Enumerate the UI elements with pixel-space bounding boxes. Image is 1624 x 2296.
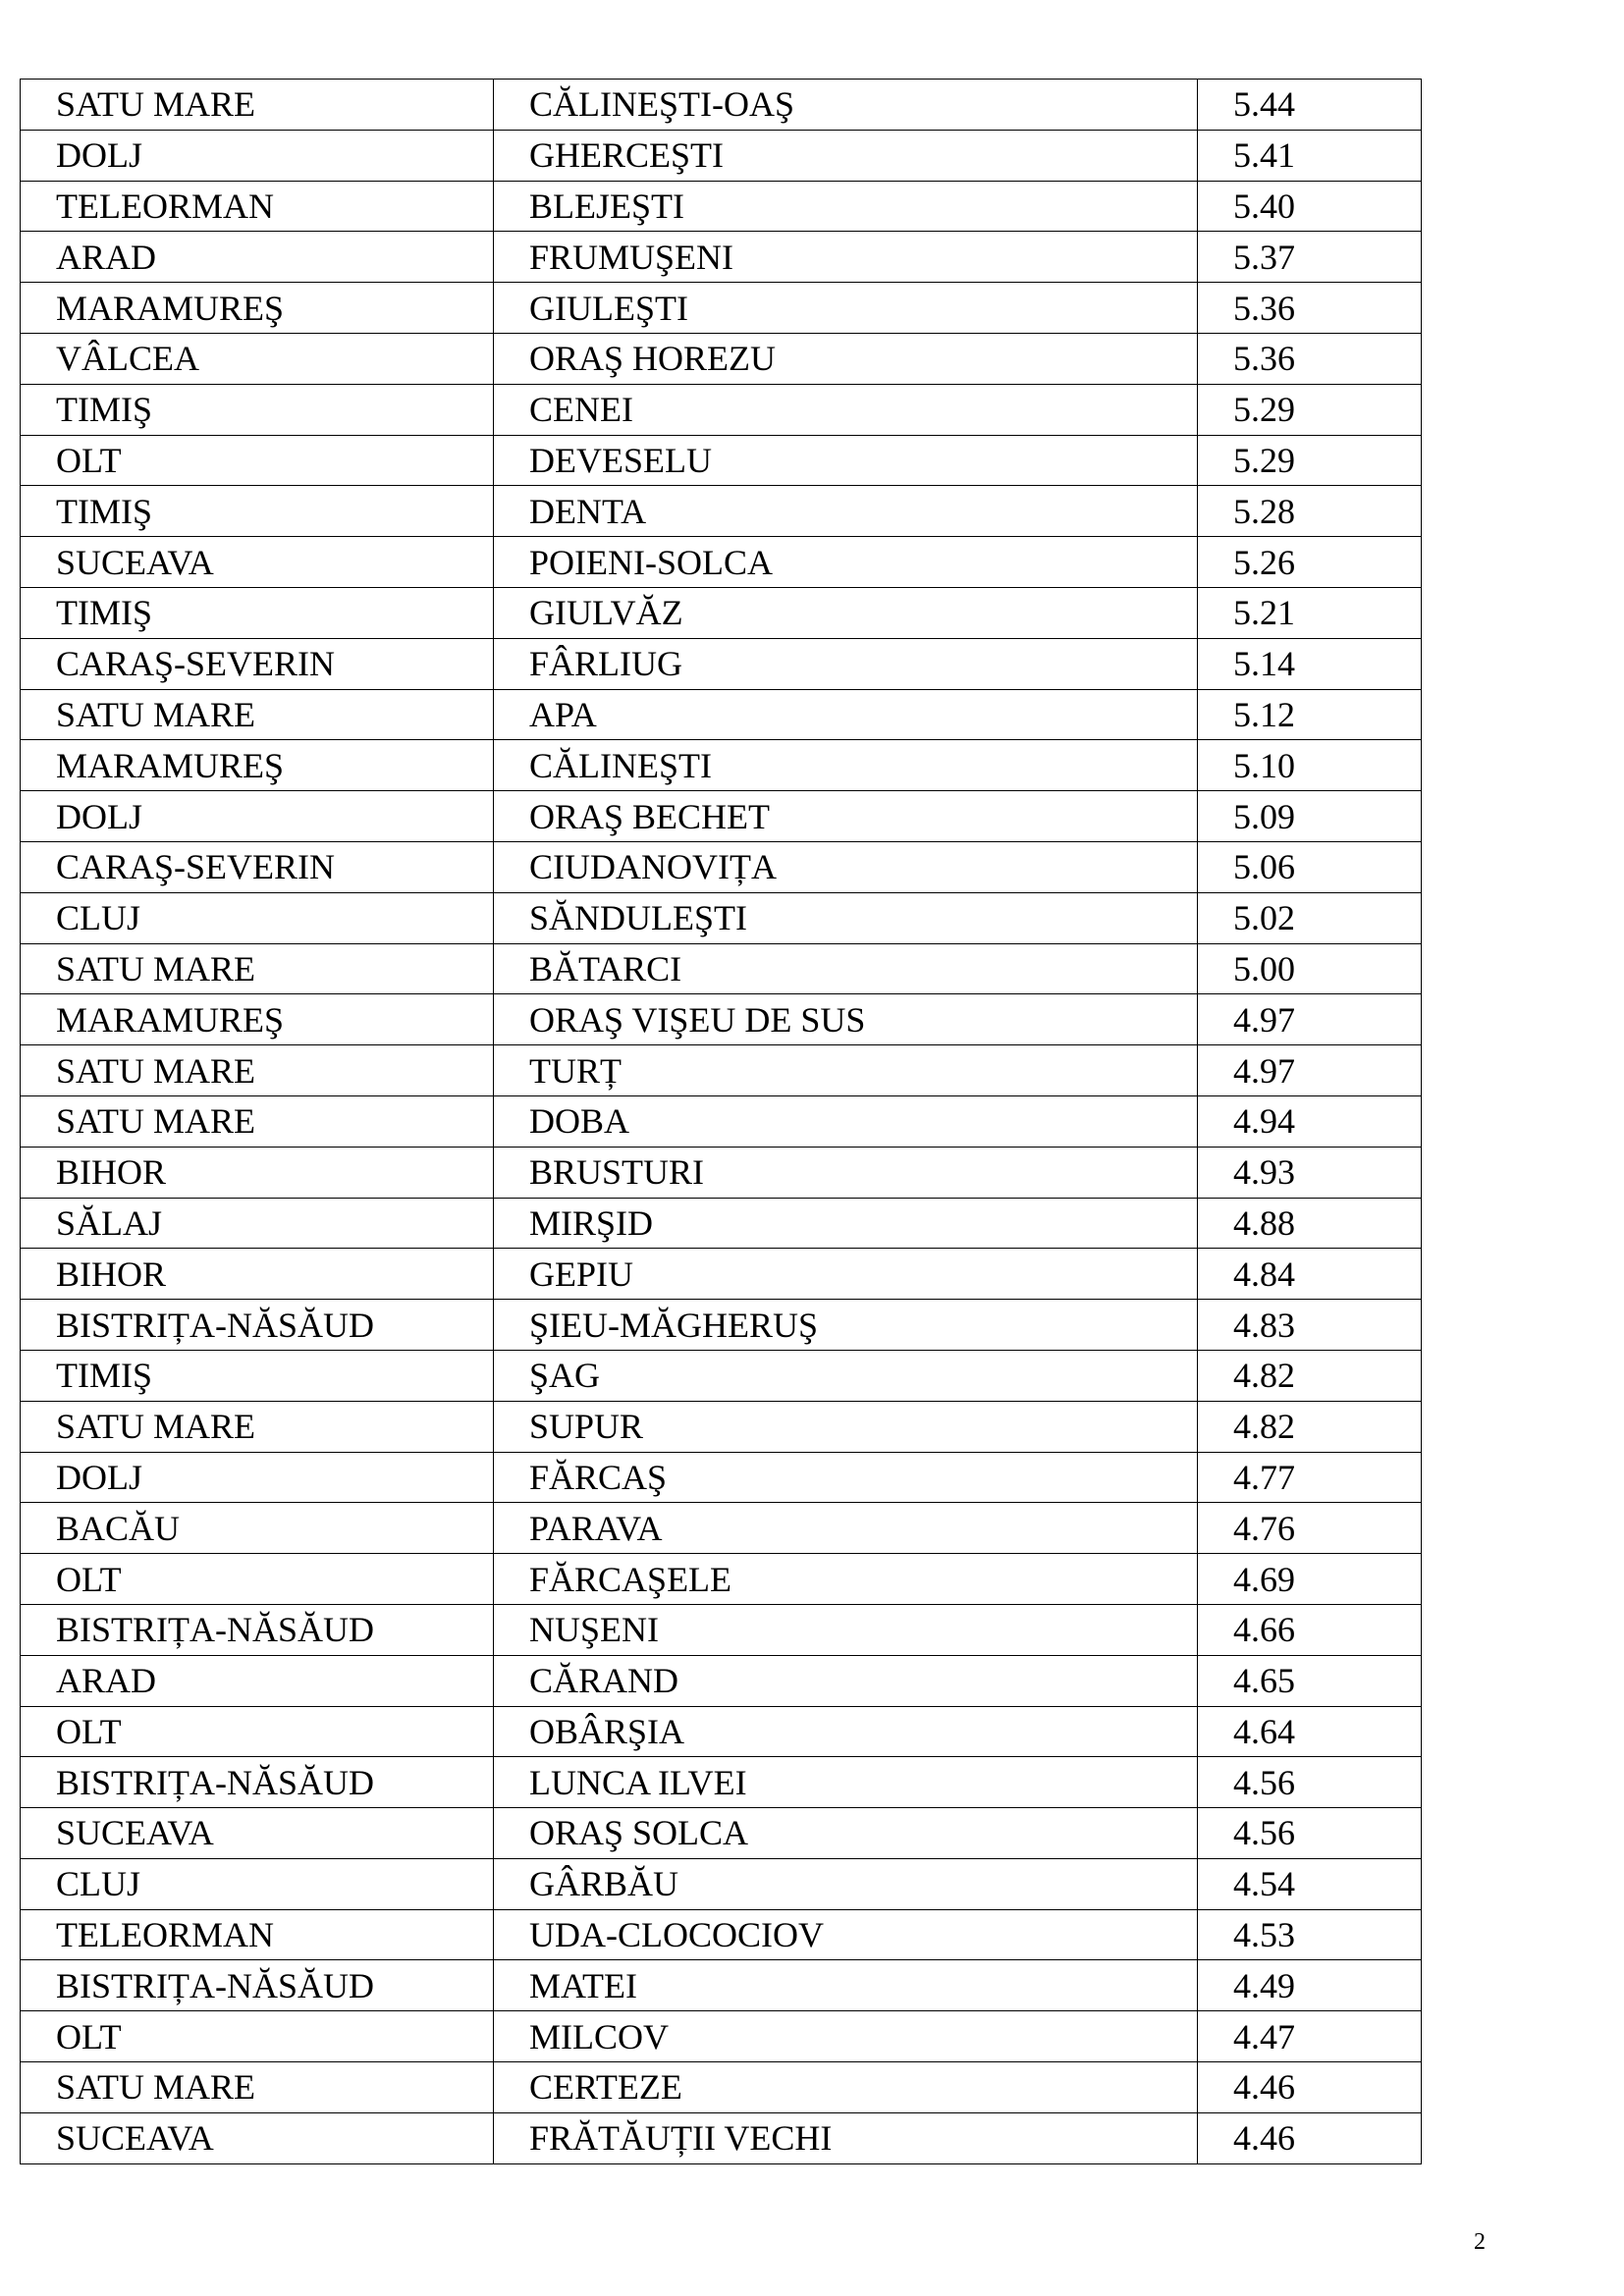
- county-cell: SATU MARE: [21, 1095, 494, 1147]
- county-cell: SUCEAVA: [21, 537, 494, 588]
- table-row: [21, 130, 1422, 181]
- value-cell: 4.97: [1198, 1045, 1422, 1096]
- locality-cell: TURȚ: [494, 1045, 1198, 1096]
- value-cell: 5.28: [1198, 486, 1422, 537]
- table-row: [21, 1757, 1422, 1808]
- table-row: [21, 1045, 1422, 1096]
- county-cell: TELEORMAN: [21, 1909, 494, 1960]
- table-row: [21, 1554, 1422, 1605]
- table-row: [21, 1095, 1422, 1147]
- county-cell: TIMIŞ: [21, 384, 494, 435]
- locality-cell: OBÂRŞIA: [494, 1706, 1198, 1757]
- table-body: [21, 80, 1422, 2164]
- value-cell: 5.44: [1198, 80, 1422, 131]
- locality-cell: BLEJEŞTI: [494, 181, 1198, 232]
- locality-cell: GIULEŞTI: [494, 283, 1198, 334]
- county-cell: SATU MARE: [21, 689, 494, 740]
- county-cell: VÂLCEA: [21, 333, 494, 384]
- table-row: [21, 1706, 1422, 1757]
- table-row: [21, 1909, 1422, 1960]
- locality-cell: ŞAG: [494, 1350, 1198, 1401]
- locality-cell: BRUSTURI: [494, 1147, 1198, 1198]
- value-cell: 5.06: [1198, 841, 1422, 892]
- value-cell: 4.64: [1198, 1706, 1422, 1757]
- value-cell: 4.56: [1198, 1808, 1422, 1859]
- table-row: [21, 587, 1422, 638]
- locality-cell: GEPIU: [494, 1249, 1198, 1300]
- data-table: [20, 79, 1422, 2164]
- locality-cell: POIENI-SOLCA: [494, 537, 1198, 588]
- county-cell: MARAMUREŞ: [21, 994, 494, 1045]
- county-cell: BISTRIȚA-NĂSĂUD: [21, 1604, 494, 1655]
- locality-cell: ORAŞ HOREZU: [494, 333, 1198, 384]
- value-cell: 4.46: [1198, 2112, 1422, 2163]
- locality-cell: APA: [494, 689, 1198, 740]
- locality-cell: PARAVA: [494, 1503, 1198, 1554]
- locality-cell: CĂLINEŞTI-OAŞ: [494, 80, 1198, 131]
- table-row: [21, 1960, 1422, 2011]
- table-row: [21, 80, 1422, 131]
- locality-cell: CĂRAND: [494, 1655, 1198, 1706]
- county-cell: TELEORMAN: [21, 181, 494, 232]
- county-cell: BISTRIȚA-NĂSĂUD: [21, 1757, 494, 1808]
- table-row: [21, 1401, 1422, 1452]
- value-cell: 4.76: [1198, 1503, 1422, 1554]
- table-row: [21, 1503, 1422, 1554]
- locality-cell: SĂNDULEŞTI: [494, 892, 1198, 943]
- value-cell: 4.49: [1198, 1960, 1422, 2011]
- locality-cell: ORAŞ VIŞEU DE SUS: [494, 994, 1198, 1045]
- county-cell: OLT: [21, 435, 494, 486]
- locality-cell: ŞIEU-MĂGHERUŞ: [494, 1300, 1198, 1351]
- county-cell: SATU MARE: [21, 1045, 494, 1096]
- locality-cell: SUPUR: [494, 1401, 1198, 1452]
- value-cell: 5.29: [1198, 435, 1422, 486]
- locality-cell: FRUMUŞENI: [494, 232, 1198, 283]
- locality-cell: GÂRBĂU: [494, 1858, 1198, 1909]
- table-row: [21, 537, 1422, 588]
- table-row: [21, 2062, 1422, 2113]
- value-cell: 4.66: [1198, 1604, 1422, 1655]
- value-cell: 4.94: [1198, 1095, 1422, 1147]
- locality-cell: DEVESELU: [494, 435, 1198, 486]
- county-cell: ARAD: [21, 232, 494, 283]
- value-cell: 5.09: [1198, 791, 1422, 842]
- locality-cell: ORAŞ SOLCA: [494, 1808, 1198, 1859]
- table-row: [21, 740, 1422, 791]
- table-row: [21, 2112, 1422, 2163]
- county-cell: SATU MARE: [21, 943, 494, 994]
- value-cell: 5.00: [1198, 943, 1422, 994]
- county-cell: OLT: [21, 1706, 494, 1757]
- county-cell: TIMIŞ: [21, 587, 494, 638]
- locality-cell: CERTEZE: [494, 2062, 1198, 2113]
- value-cell: 4.46: [1198, 2062, 1422, 2113]
- table-row: [21, 994, 1422, 1045]
- locality-cell: CĂLINEŞTI: [494, 740, 1198, 791]
- locality-cell: DOBA: [494, 1095, 1198, 1147]
- locality-cell: LUNCA ILVEI: [494, 1757, 1198, 1808]
- county-cell: MARAMUREŞ: [21, 283, 494, 334]
- value-cell: 4.54: [1198, 1858, 1422, 1909]
- table-row: [21, 1604, 1422, 1655]
- table-row: [21, 1300, 1422, 1351]
- value-cell: 4.69: [1198, 1554, 1422, 1605]
- table-row: [21, 1350, 1422, 1401]
- locality-cell: FRĂTĂUȚII VECHI: [494, 2112, 1198, 2163]
- value-cell: 5.37: [1198, 232, 1422, 283]
- value-cell: 4.84: [1198, 1249, 1422, 1300]
- county-cell: SATU MARE: [21, 2062, 494, 2113]
- value-cell: 4.93: [1198, 1147, 1422, 1198]
- value-cell: 5.12: [1198, 689, 1422, 740]
- county-cell: CLUJ: [21, 1858, 494, 1909]
- value-cell: 4.56: [1198, 1757, 1422, 1808]
- locality-cell: FĂRCAŞ: [494, 1452, 1198, 1503]
- county-cell: TIMIŞ: [21, 486, 494, 537]
- county-cell: CARAŞ-SEVERIN: [21, 841, 494, 892]
- table-row: [21, 1858, 1422, 1909]
- table-row: [21, 638, 1422, 689]
- table-row: [21, 791, 1422, 842]
- table-row: [21, 1655, 1422, 1706]
- locality-cell: ORAŞ BECHET: [494, 791, 1198, 842]
- county-cell: ARAD: [21, 1655, 494, 1706]
- table-row: [21, 1147, 1422, 1198]
- county-cell: SATU MARE: [21, 80, 494, 131]
- table-row: [21, 1808, 1422, 1859]
- value-cell: 5.26: [1198, 537, 1422, 588]
- table-row: [21, 841, 1422, 892]
- value-cell: 4.77: [1198, 1452, 1422, 1503]
- value-cell: 5.40: [1198, 181, 1422, 232]
- county-cell: BACĂU: [21, 1503, 494, 1554]
- table-row: [21, 1198, 1422, 1249]
- value-cell: 4.83: [1198, 1300, 1422, 1351]
- county-cell: DOLJ: [21, 1452, 494, 1503]
- county-cell: CARAŞ-SEVERIN: [21, 638, 494, 689]
- locality-cell: BĂTARCI: [494, 943, 1198, 994]
- table-row: [21, 1452, 1422, 1503]
- locality-cell: UDA-CLOCOCIOV: [494, 1909, 1198, 1960]
- locality-cell: GIULVĂZ: [494, 587, 1198, 638]
- county-cell: DOLJ: [21, 791, 494, 842]
- page-number: 2: [1474, 2229, 1486, 2255]
- table-row: [21, 943, 1422, 994]
- table-row: [21, 333, 1422, 384]
- county-cell: DOLJ: [21, 130, 494, 181]
- county-cell: BISTRIȚA-NĂSĂUD: [21, 1300, 494, 1351]
- county-cell: SUCEAVA: [21, 2112, 494, 2163]
- table-row: [21, 2011, 1422, 2062]
- locality-cell: DENTA: [494, 486, 1198, 537]
- county-cell: SUCEAVA: [21, 1808, 494, 1859]
- locality-cell: MATEI: [494, 1960, 1198, 2011]
- county-cell: TIMIŞ: [21, 1350, 494, 1401]
- value-cell: 5.14: [1198, 638, 1422, 689]
- value-cell: 5.21: [1198, 587, 1422, 638]
- county-cell: BISTRIȚA-NĂSĂUD: [21, 1960, 494, 2011]
- county-cell: SATU MARE: [21, 1401, 494, 1452]
- locality-cell: CIUDANOVIȚA: [494, 841, 1198, 892]
- locality-cell: MILCOV: [494, 2011, 1198, 2062]
- value-cell: 5.29: [1198, 384, 1422, 435]
- locality-cell: FÂRLIUG: [494, 638, 1198, 689]
- locality-cell: CENEI: [494, 384, 1198, 435]
- value-cell: 4.97: [1198, 994, 1422, 1045]
- table-row: [21, 689, 1422, 740]
- value-cell: 5.36: [1198, 283, 1422, 334]
- county-cell: BIHOR: [21, 1147, 494, 1198]
- locality-cell: MIRŞID: [494, 1198, 1198, 1249]
- county-cell: CLUJ: [21, 892, 494, 943]
- value-cell: 4.82: [1198, 1401, 1422, 1452]
- county-cell: OLT: [21, 1554, 494, 1605]
- table-row: [21, 1249, 1422, 1300]
- table-row: [21, 232, 1422, 283]
- table-row: [21, 486, 1422, 537]
- value-cell: 4.88: [1198, 1198, 1422, 1249]
- value-cell: 5.36: [1198, 333, 1422, 384]
- table-row: [21, 384, 1422, 435]
- table-row: [21, 181, 1422, 232]
- county-cell: BIHOR: [21, 1249, 494, 1300]
- table-row: [21, 435, 1422, 486]
- value-cell: 5.02: [1198, 892, 1422, 943]
- county-cell: SĂLAJ: [21, 1198, 494, 1249]
- table-row: [21, 283, 1422, 334]
- locality-cell: FĂRCAŞELE: [494, 1554, 1198, 1605]
- county-cell: OLT: [21, 2011, 494, 2062]
- locality-cell: GHERCEŞTI: [494, 130, 1198, 181]
- value-cell: 4.65: [1198, 1655, 1422, 1706]
- value-cell: 5.41: [1198, 130, 1422, 181]
- value-cell: 4.82: [1198, 1350, 1422, 1401]
- table-row: [21, 892, 1422, 943]
- value-cell: 5.10: [1198, 740, 1422, 791]
- value-cell: 4.47: [1198, 2011, 1422, 2062]
- county-cell: MARAMUREŞ: [21, 740, 494, 791]
- value-cell: 4.53: [1198, 1909, 1422, 1960]
- locality-cell: NUŞENI: [494, 1604, 1198, 1655]
